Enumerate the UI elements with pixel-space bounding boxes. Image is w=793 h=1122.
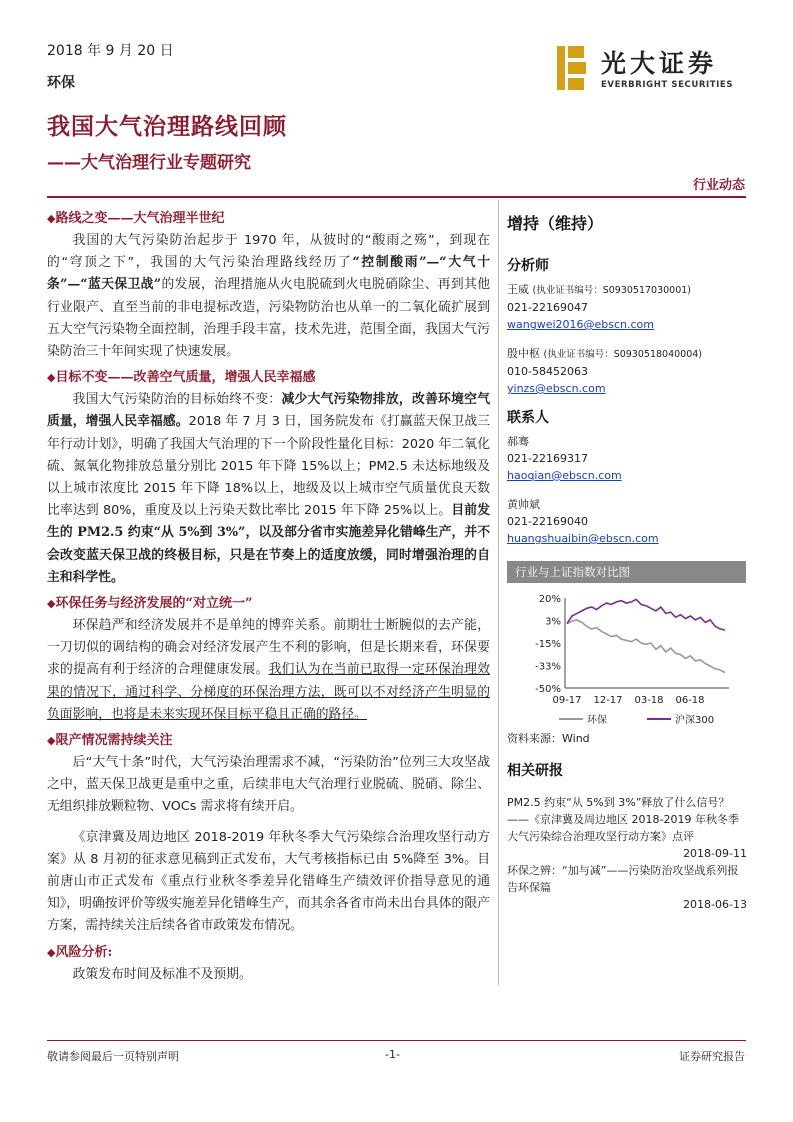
text-run: 2018 年 7 月 3 日，国务院发布《打赢蓝天保卫战三年行动计划》，明确了我国大气治理的下一个阶段性量化目标：2020 年二氧化硫、氮氧化物排放总量分别比 2015 年下降 15%以上；PM2.5 未达标地级及以上城市浓度比 2015 年下降 18%以上，地级及以上城市空气质量优良天数比率达到 80%，重度及以上污染天数比率比 2015 年下降 25%以上。 [47, 414, 490, 519]
contact-card [507, 433, 747, 484]
analyst-phone: 021-22169047 [507, 301, 588, 314]
contact-phone: 021-22169317 [507, 452, 588, 465]
section-heading [47, 593, 490, 615]
body-paragraph [47, 964, 490, 986]
page-title: 我国大气治理路线回顾 [47, 114, 287, 140]
analyst-email-link[interactable]: yinzs@ebscn.com [507, 382, 606, 395]
section-heading-text: 目标不变——改善空气质量，增强人民幸福感 [55, 370, 316, 386]
x-tick-label: 03-18 [634, 695, 664, 706]
x-tick-label: 06-18 [675, 695, 705, 706]
contact-email-link[interactable]: haoqian@ebscn.com [507, 469, 622, 482]
footer-disclaimer: 敬请参阅最后一页特别声明 [47, 1050, 179, 1063]
chart-source: 资料来源：Wind [507, 732, 590, 745]
related-item-title[interactable]: PM2.5 约束“从 5%到 3%”释放了什么信号？——《京津冀及周边地区 2018-2019 年秋冬季大气污染综合治理攻坚行动方案》点评 [507, 796, 739, 843]
text-run: 《京津冀及周边地区 2018-2019 年秋冬季大气污染综合治理攻坚行动方案》从 8 月初的征求意见稿到正式发布，大气考核指标已由 5%降至 3%。目前唐山市正式发布《重点行业秋冬季差异化错峰生产绩效评价指导意见的通知》，明确按评价等级实施差异化错峰生产，而其余各省市尚未出台具体的限产方案，需持续关注后续各省市政策发布情况。 [47, 829, 490, 934]
legend-label: 环保 [587, 715, 607, 726]
section-heading-text: 限产情况需持续关注 [55, 733, 173, 749]
y-tick-label: 3% [545, 616, 561, 628]
diamond-bullet-icon: ◆ [47, 371, 56, 385]
diamond-bullet-icon: ◆ [47, 945, 56, 959]
body-paragraph [47, 230, 490, 363]
chart-header: 行业与上证指数对比图 [507, 561, 746, 583]
body-paragraph [47, 752, 490, 819]
column-divider [498, 200, 499, 985]
page-subtitle: ——大气治理行业专题研究 [47, 153, 251, 173]
analyst-card [507, 345, 747, 397]
x-tick-label: 12-17 [593, 695, 623, 706]
text-run: 后“大气十条”时代，大气污染治理需求不减，“污染防治”位列三大攻坚战之中，蓝天保卫战更是重中之重，后续非电大气治理行业脱硫、脱硝、除尘、无组织排放颗粒物、VOCs 需求将有续开启。 [47, 755, 490, 815]
related-item-date: 2018-09-11 [683, 847, 747, 860]
series-line-huanbao [567, 620, 725, 673]
text-run: 我国的大气污染防治起步于 1970 年，从彼时的“酸雨之殇”，到现在的“穹顶之下”，我国的大气污染治理路线经历了 [47, 233, 490, 271]
section-heading [47, 942, 490, 964]
y-tick-label: -33% [535, 661, 561, 673]
report-date: 2018 年 9 月 20 日 [47, 43, 174, 59]
analyst-card [507, 281, 747, 333]
y-tick-label: -15% [535, 639, 561, 650]
y-tick-label: 20% [538, 594, 561, 605]
related-block [507, 763, 747, 913]
page-number: -1- [385, 1048, 400, 1061]
analyst-phone: 010-58452063 [507, 365, 588, 378]
diamond-bullet-icon: ◆ [47, 212, 56, 225]
comparison-chart [507, 588, 746, 738]
underlined-text-run: 我们认为在当前已取得一定环保治理效果的情况下，通过科学、分梯度的环保治理方法，既可以不对经济产生明显的负面影响，也将是未来实现环保目标平稳且正确的路径。 [47, 662, 491, 722]
bold-text-run: 目前发生的 PM2.5 约束“从 5%到 3%”，以及部分省市实施差异化错峰生产，并不会改变蓝天保卫战的终极目标，只是在节奏上的适度放缓，同时增强治理的自主和科学性。 [47, 503, 490, 585]
related-heading: 相关研报 [507, 763, 563, 779]
analyst-cert: (执业证书编号：S0930518040004) [543, 349, 703, 360]
footer-report-type: 证券研究报告 [679, 1050, 745, 1063]
section-heading [47, 730, 490, 752]
related-item-title[interactable]: 环保之辨：“加与减”——污染防治攻坚战系列报告环保篇 [507, 864, 739, 894]
company-logo [555, 42, 750, 94]
body-paragraph [47, 389, 490, 589]
body-paragraph [47, 827, 490, 938]
text-run: 政策发布时间及标准不及预期。 [72, 966, 252, 982]
main-column [47, 208, 490, 986]
sector-label: 环保 [47, 75, 75, 91]
logo-text-en: EVERBRIGHT SECURITIES [601, 80, 734, 90]
analyst-block [507, 258, 747, 397]
contact-block [507, 410, 747, 547]
doc-type-label: 行业动态 [692, 178, 745, 193]
section-heading-text: 环保任务与经济发展的“对立统一” [55, 596, 253, 612]
related-item[interactable] [507, 794, 747, 862]
rating: 增持（维持） [507, 214, 604, 233]
contact-phone: 021-22169040 [507, 515, 588, 528]
contact-name: 黄帅斌 [507, 498, 540, 511]
analyst-heading: 分析师 [507, 258, 549, 274]
diamond-bullet-icon: ◆ [47, 734, 56, 748]
section-heading-text: 风险分析: [55, 944, 113, 960]
diamond-bullet-icon: ◆ [47, 597, 56, 611]
section-heading [47, 208, 490, 230]
series-line-hs300 [567, 599, 725, 630]
contact-name: 郝骞 [507, 435, 529, 448]
logo-text-cn: 光大证券 [601, 49, 718, 78]
legend-label: 沪深300 [675, 715, 715, 726]
text-run: 的发展，治理措施从火电脱硫到火电脱硝除尘、再到其他行业限产、直至当前的非电提标改造，污染物防治也从单一的二氧化硫扩展到五大空气污染物全面控制，治理手段丰富，技术先进，范围全面，我国大气污染防治三十年间实现了快速发展。 [47, 277, 490, 360]
bold-text-run: “控制酸雨”—“大气十条”—“蓝天保卫战” [47, 255, 490, 293]
section-heading-text: 路线之变——大气治理半世纪 [55, 211, 225, 226]
analyst-name: 殷中枢 [507, 347, 540, 360]
related-item-date: 2018-06-13 [683, 898, 747, 911]
footer-divider [47, 1040, 746, 1041]
contact-email-link[interactable]: huangshuaibin@ebscn.com [507, 532, 659, 545]
text-run: 我国大气污染防治的目标始终不变： [72, 392, 282, 408]
analyst-name: 王威 [507, 283, 529, 296]
bold-text-run: 减少大气污染物排放，改善环境空气质量，增强人民幸福感。 [47, 392, 491, 430]
related-item[interactable] [507, 862, 747, 913]
analyst-cert: (执业证书编号：S0930517030001) [532, 285, 692, 296]
y-tick-label: -50% [535, 684, 561, 695]
logo-mark-icon [555, 42, 595, 94]
contact-heading: 联系人 [507, 410, 549, 426]
section-heading [47, 367, 490, 389]
analyst-email-link[interactable]: wangwei2016@ebscn.com [507, 318, 654, 331]
header-divider [47, 196, 746, 198]
body-paragraph [47, 615, 490, 726]
text-run: 环保趋严和经济发展并不是单纯的博弈关系。前期壮士断腕似的去产能，一刀切似的调结构的确会对经济发展产生不利的影响，但是长期来看，环保要求的提高有利于经济的合理健康发展。 [47, 618, 490, 678]
contact-card [507, 496, 747, 547]
x-tick-label: 09-17 [552, 695, 582, 706]
